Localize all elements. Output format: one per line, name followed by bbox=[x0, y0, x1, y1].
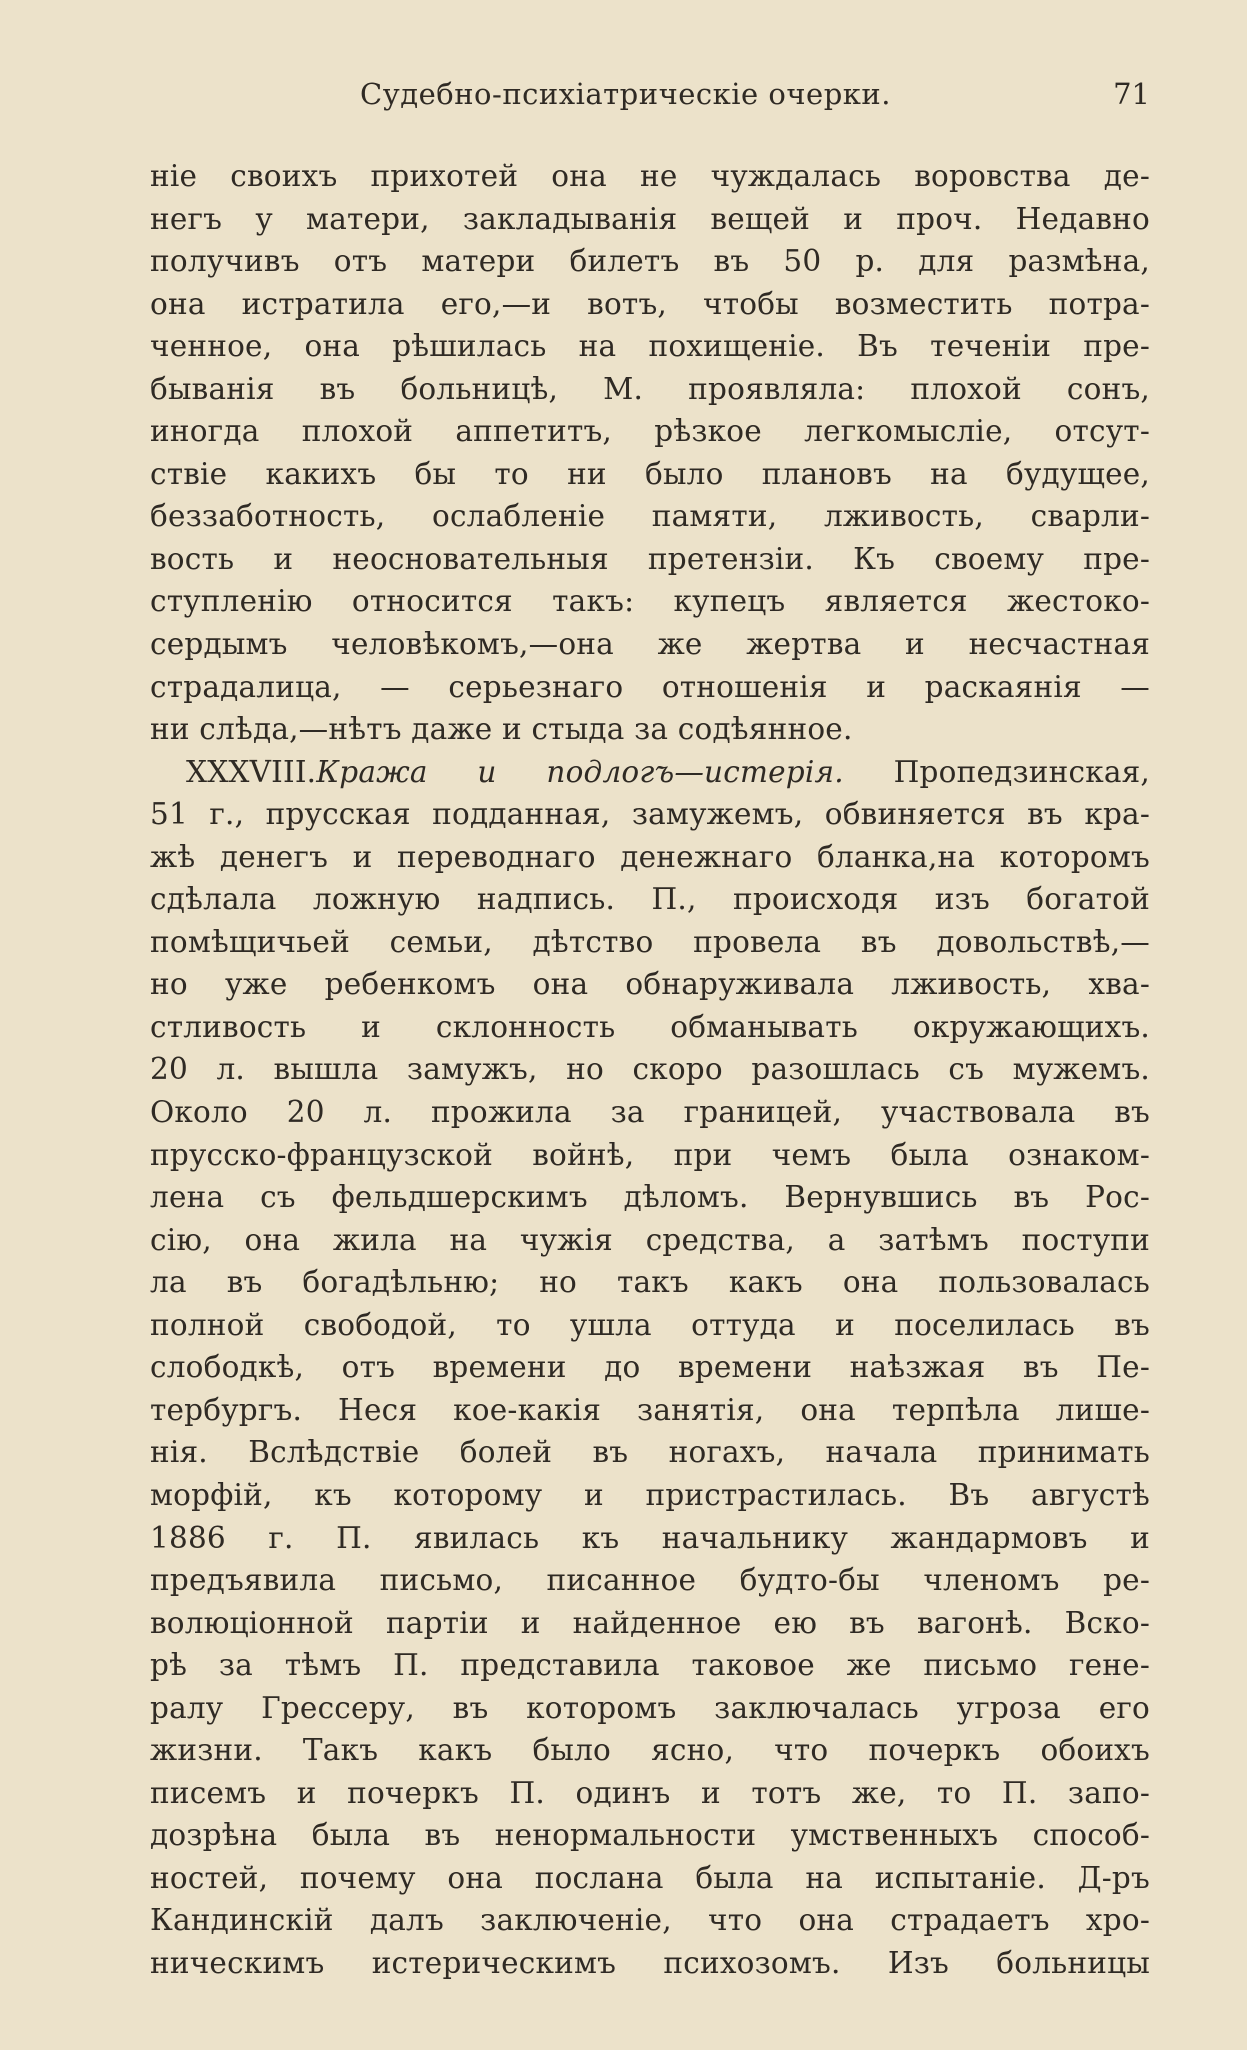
text-line: сердымъ человѣкомъ,—она же жертва и несчастная bbox=[150, 627, 1150, 662]
text-line: сдѣлала ложную надпись. П., происходя изъ богатой bbox=[150, 882, 1150, 917]
section-first-line-text: Пропедзинская, bbox=[893, 754, 1151, 789]
text-line: Около 20 л. прожила за границей, участвовала въ bbox=[150, 1095, 1150, 1130]
text-line: тербургъ. Неся кое-какія занятія, она терпѣла лише- bbox=[150, 1392, 1150, 1427]
text-line: дозрѣна была въ ненормальности умственныхъ способ- bbox=[150, 1818, 1150, 1853]
text-line: она истратила его,—и вотъ, чтобы возместить потра- bbox=[150, 286, 1150, 321]
text-line: слободкѣ, отъ времени до времени наѣзжая въ Пе- bbox=[150, 1350, 1150, 1385]
text-line: помѣщичьей семьи, дѣтство провела въ довольствѣ,— bbox=[150, 924, 1150, 959]
text-line: иногда плохой аппетитъ, рѣзкое легкомысліе, отсут- bbox=[150, 414, 1150, 449]
text-line: ступленію относится такъ: купецъ является жестоко- bbox=[150, 584, 1150, 619]
page-header bbox=[150, 70, 1150, 118]
section-title: Кража и подлогъ—истерія. bbox=[316, 754, 844, 789]
text-line: но уже ребенкомъ она обнаруживала лживость, хва- bbox=[150, 967, 1150, 1002]
text-line: страдалица, — серьезнаго отношенія и раскаянія — bbox=[150, 669, 1150, 704]
text-line: 51 г., прусская подданная, замужемъ, обвиняется въ кра- bbox=[150, 797, 1150, 832]
text-line: 20 л. вышла замужъ, но скоро разошлась съ мужемъ. bbox=[150, 1052, 1150, 1087]
text-line: беззаботность, ослабленіе памяти, лживость, сварли- bbox=[150, 499, 1150, 534]
text-line: получивъ отъ матери билетъ въ 50 р. для размѣна, bbox=[150, 244, 1150, 279]
text-line: сію, она жила на чужія средства, а затѣмъ поступи bbox=[150, 1222, 1150, 1257]
text-line: ралу Грессеру, въ которомъ заключалась угроза его bbox=[150, 1690, 1150, 1725]
page-number: 71 bbox=[1113, 77, 1150, 111]
text-line: негъ у матери, закладыванія вещей и проч. Недавно bbox=[150, 201, 1150, 236]
text-line: лена съ фельдшерскимъ дѣломъ. Вернувшись въ Рос- bbox=[150, 1180, 1150, 1215]
page-body bbox=[150, 155, 1150, 1985]
text-line: вость и неосновательныя претензіи. Къ своему пре- bbox=[150, 541, 1150, 576]
section-number: XXXVIII. bbox=[186, 754, 317, 789]
text-line: ностей, почему она послана была на испытаніе. Д-ръ bbox=[150, 1860, 1150, 1895]
text-line: ченное, она рѣшилась на похищеніе. Въ теченіи пре- bbox=[150, 329, 1150, 364]
text-line: быванія въ больницѣ, М. проявляла: плохой сонъ, bbox=[150, 371, 1150, 406]
text-line: морфій, къ которому и пристрастилась. Въ августѣ bbox=[150, 1477, 1150, 1512]
text-line: писемъ и почеркъ П. одинъ и тотъ же, то П. запо- bbox=[150, 1775, 1150, 1810]
text-line: нія. Вслѣдствіе болей въ ногахъ, начала принимать bbox=[150, 1435, 1150, 1470]
text-line: ническимъ истерическимъ психозомъ. Изъ больницы bbox=[150, 1945, 1150, 1980]
text-line: полной свободой, то ушла оттуда и поселилась въ bbox=[150, 1307, 1150, 1342]
text-line: 1886 г. П. явилась къ начальнику жандармовъ и bbox=[150, 1520, 1150, 1555]
text-line: предъявила письмо, писанное будто-бы членомъ ре- bbox=[150, 1563, 1150, 1598]
text-line: ніе своихъ прихотей она не чуждалась воровства де- bbox=[150, 159, 1150, 193]
running-title: Судебно-психіатрическіе очерки. bbox=[360, 77, 891, 111]
text-line: ла въ богадѣльню; но такъ какъ она пользовалась bbox=[150, 1265, 1150, 1300]
text-line: ни слѣда,—нѣтъ даже и стыда за содѣянное. bbox=[150, 712, 853, 747]
text-line: прусско-французской войнѣ, при чемъ была ознаком- bbox=[150, 1137, 1150, 1172]
section-heading-line bbox=[150, 751, 1150, 794]
text-line: жизни. Такъ какъ было ясно, что почеркъ обоихъ bbox=[150, 1733, 1150, 1768]
text-line: волюціонной партіи и найденное ею въ вагонѣ. Вско- bbox=[150, 1605, 1150, 1640]
text-line: Кандинскій далъ заключеніе, что она страдаетъ хро- bbox=[150, 1903, 1150, 1938]
text-line: жѣ денегъ и переводнаго денежнаго бланка,на которомъ bbox=[150, 839, 1150, 874]
text-line: стливость и склонность обманывать окружающихъ. bbox=[150, 1009, 1150, 1044]
text-line: ствіе какихъ бы то ни было плановъ на будущее, bbox=[150, 456, 1150, 491]
text-line: рѣ за тѣмъ П. представила таковое же письмо гене- bbox=[150, 1648, 1150, 1683]
